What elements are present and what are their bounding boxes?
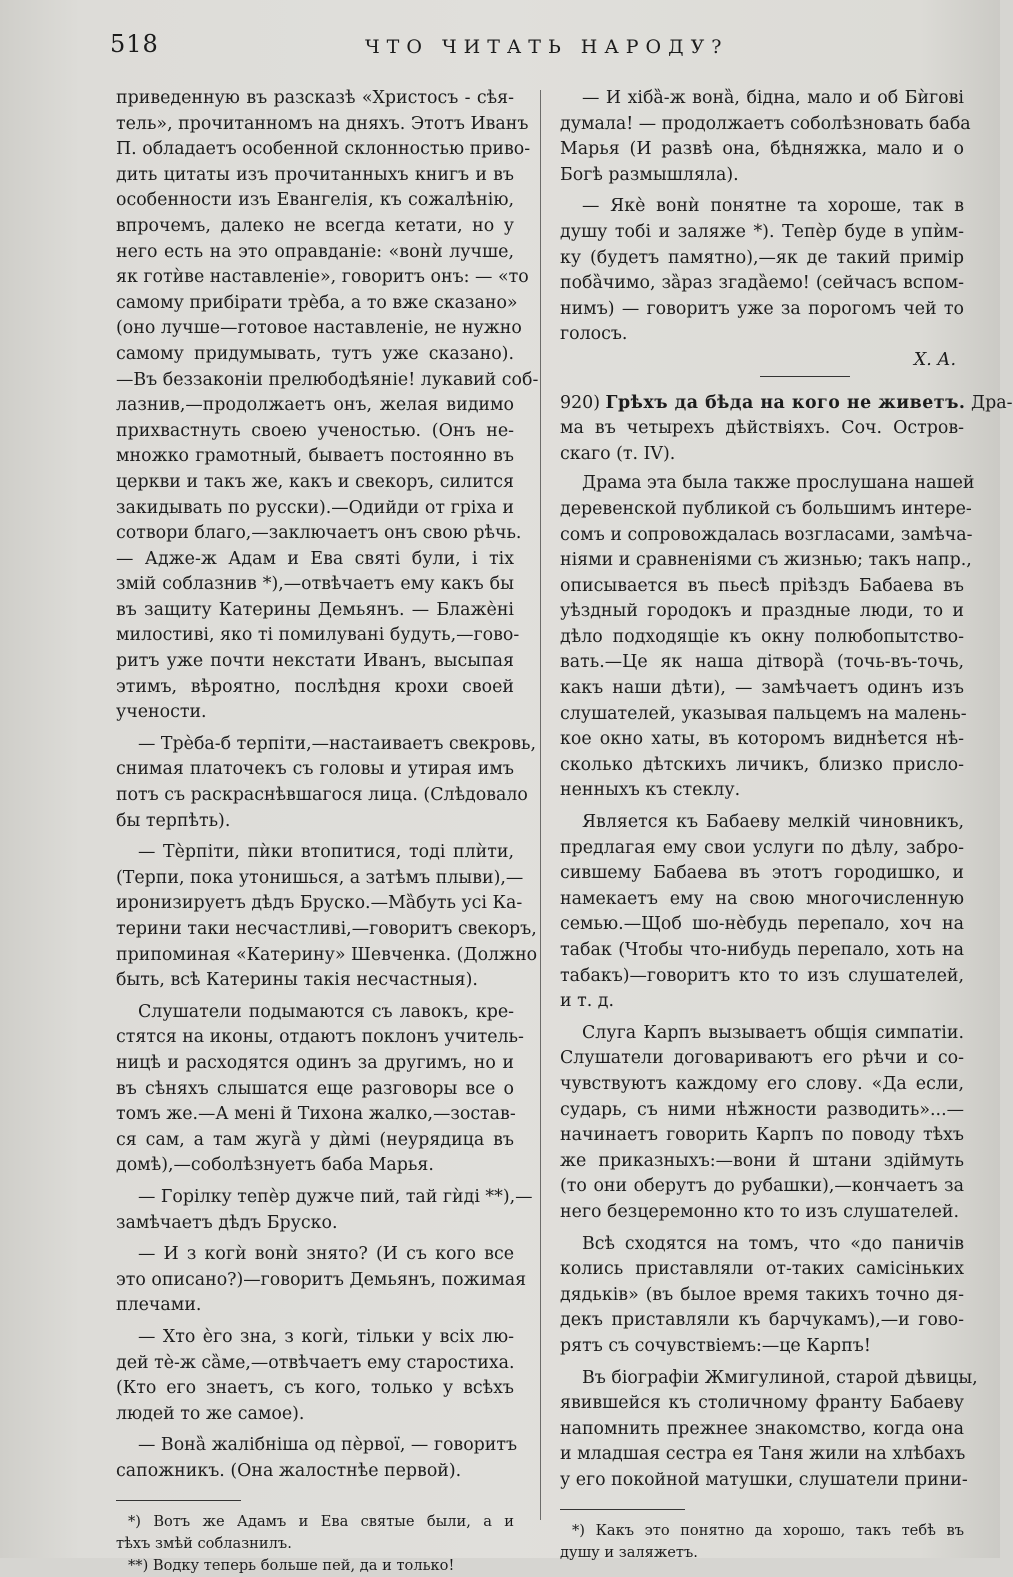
text-line: Въ біографіи Жмигулиной, старой дѣвицы,	[582, 1367, 978, 1388]
text-line: и младшая сестра ея Таня жили на хлѣбахъ	[560, 1444, 966, 1465]
text-line: семью.—Щоб шо-нѐбудь перепало, хоч на	[560, 914, 964, 935]
text-line: ницѣ и расходятся одинъ за другимъ, но и	[116, 1052, 514, 1073]
text-line: учености.	[116, 702, 207, 723]
footnote-line: тѣхъ змѣй соблазнилъ.	[116, 1535, 292, 1553]
entry-subtitle-line: ма въ четырехъ дѣйствіяхъ. Соч. Остров-	[560, 418, 964, 439]
text-line: плечами.	[116, 1295, 202, 1316]
text-line: Всѣ сходятся на томъ, что «до паничів	[582, 1233, 964, 1254]
right-paragraph	[560, 1021, 964, 1226]
text-line: — Вонȁ жалібніша од пѐрвої, — говоритъ	[138, 1435, 518, 1456]
text-line: побȁчимо, зȁраз згадȁемо! (сейчасъ вспом-	[560, 273, 964, 294]
text-line: — Тѐрпіти, пѝки втопитися, тоді плѝти,	[138, 842, 514, 863]
text-line: томъ же.—А мені й Тихона жалко,—зостав-	[116, 1104, 516, 1125]
footnote-line: душу и заляжетъ.	[560, 1544, 698, 1562]
text-line: (то они оберутъ до рубашки),—кончаетъ за	[560, 1176, 964, 1197]
text-line: —Въ беззаконіи прелюбодѣяніе! лукавий соб-	[116, 369, 539, 390]
footnote-rule	[560, 1509, 685, 1510]
text-line: нимъ) — говоритъ уже за порогомъ чей то	[560, 298, 964, 319]
text-line: сапожникъ. (Она жалостнѣе первой).	[116, 1460, 462, 1481]
left-paragraph	[116, 1325, 514, 1427]
right-paragraph	[560, 86, 971, 188]
text-line: табакъ)—говоритъ кто то изъ слушателей,	[560, 965, 964, 986]
text-line: замѣчаетъ дѣдъ Бруско.	[116, 1212, 338, 1233]
text-line: сомъ и сопровождалась возгласами, замѣча-	[560, 524, 973, 545]
text-line: — Адже-ж Адам и Ева святі були, і тіх	[116, 548, 514, 569]
text-line: деревенской публикой съ большимъ интере-	[560, 498, 972, 519]
text-line: людей то же самое).	[116, 1403, 305, 1424]
text-line: въ защиту Катерины Демьянъ. — Блажѐні	[116, 599, 514, 620]
text-line: описывается въ пьесѣ пріѣздъ Бабаева въ	[560, 575, 964, 596]
text-line: вать.—Це як наша дітворȁ (точь-въ-точь,	[560, 652, 964, 673]
entry-subtitle-line: скаго (т. IV).	[560, 443, 676, 464]
text-line: Слушатели договариваютъ его рѣчи и со-	[560, 1048, 964, 1069]
text-line: — Якѐ вонѝ понятне та хороше, так в	[582, 196, 964, 217]
text-line: стятся на иконы, отдаютъ поклонъ учитель-	[116, 1027, 524, 1048]
text-line: табак (Чтобы что-нибудь перепало, хоть на	[560, 940, 964, 960]
text-line: рятъ съ сочувствіемъ:—це Карпъ!	[560, 1335, 871, 1356]
text-line: терини таки несчастливі,—говоритъ свекоръ,	[116, 919, 537, 939]
left-column	[116, 86, 539, 1577]
text-line: Слуга Карпъ вызываетъ общія симпатіи.	[582, 1022, 964, 1043]
text-line: дей тѐ-ж сȁме,—отвѣчаетъ ему старостиха.	[116, 1352, 515, 1373]
footnote	[560, 1520, 964, 1564]
right-column	[560, 86, 1013, 1564]
text-line: душу тобі и заляже *). Тепѐр буде в упѝм-	[560, 221, 964, 242]
entry-title: Грѣхъ да бѣда на кого не живетъ.	[605, 392, 966, 413]
page-header	[110, 30, 940, 70]
text-line: (Кто его знаетъ, съ кого, только у всѣхъ	[116, 1378, 514, 1399]
text-line: — Трѐба-б терпіти,—настаиваетъ свекровь,	[138, 733, 537, 754]
text-line: милостиві, яко ті помилувані будуть,—гово-	[116, 625, 520, 646]
right-paragraph	[560, 1232, 964, 1360]
text-line: Является къ Бабаеву мелкій чиновникъ,	[582, 812, 964, 833]
footnote-line: *) Какъ это понятно да хорошо, такъ тебѣ въ	[572, 1522, 964, 1540]
text-line: ненныхъ къ стеклу.	[560, 780, 741, 801]
footnote-line: *) Вотъ же Адамъ и Ева святые были, а и	[128, 1513, 514, 1531]
left-paragraph	[116, 1000, 524, 1179]
text-line: — И хібȁ-ж вонȁ, бідна, мало и об Бѝгові	[582, 88, 964, 108]
text-line: — И з когѝ вонѝ знято? (И съ кого все	[138, 1244, 514, 1265]
text-line: намекаетъ ему на свою многочисленную	[560, 888, 964, 909]
text-line: иронизируетъ дѣдъ Бруско.—Мȁбуть усі Ка-	[116, 893, 523, 914]
text-line: сотвори благо,—заключаетъ онъ свою рѣчь.	[116, 523, 522, 544]
text-line: напомнить прежнее знакомство, когда она	[560, 1418, 964, 1439]
text-line: думала! — продолжаетъ соболѣзновать баба	[560, 113, 971, 134]
text-line: ніями и сравненіями съ жизнью; такъ напр.,	[560, 550, 972, 571]
text-line: дядьків» (въ былое время такихъ точно дя-	[560, 1284, 964, 1305]
text-line: снимая платочекъ съ головы и утирая имъ	[116, 759, 514, 780]
text-line: ся сам, а там жугȁ у дѝмі (неурядица въ	[116, 1129, 514, 1150]
text-line: Слушатели подымаются съ лавокъ, кре-	[138, 1001, 514, 1022]
text-line: (Терпи, пока утонишься, а затѣмъ плыви),—	[116, 867, 524, 888]
text-line: быть, всѣ Катерины такія несчастныя).	[116, 970, 478, 991]
text-line: въ сѣняхъ слышатся еще разговоры все о	[116, 1078, 514, 1099]
right-paragraph	[560, 1366, 978, 1494]
text-line: множко грамотный, бываетъ постоянно въ	[116, 446, 514, 467]
entry-heading	[560, 391, 1013, 468]
text-line: бы терпѣть).	[116, 810, 231, 831]
text-line: особенности изъ Евангелія, къ сожалѣнію,	[116, 190, 514, 211]
section-rule	[760, 376, 850, 377]
text-line: Драма эта была также прослушана нашей	[582, 473, 975, 494]
text-line: змій соблазнив *),—отвѣчаетъ ему какъ бы	[116, 574, 514, 595]
text-line: слушателей, указывая пальцемъ на малень-	[560, 703, 967, 724]
text-line: лазнив,—продолжаетъ онъ, желая видимо	[116, 395, 514, 416]
left-paragraph	[116, 840, 538, 994]
left-paragraph	[116, 1185, 533, 1236]
text-line: як готѝве наставленіе», говоритъ онъ: — «то	[116, 267, 529, 288]
text-line: сколько дѣтскихъ личикъ, близко прислo-	[560, 754, 964, 775]
text-line: закидывать по русски).—Одийди от гріха и	[116, 497, 514, 518]
right-paragraph	[560, 810, 964, 1015]
page-number: 518	[110, 30, 159, 58]
footnote	[116, 1511, 514, 1555]
text-line: него есть на это оправданіе: «вонѝ лучше,	[116, 241, 514, 262]
text-line: этимъ, вѣроятно, послѣдня крохи своей	[116, 676, 514, 697]
text-line: (оно лучше—готовое наставленіе, не нужно	[116, 318, 522, 339]
left-paragraph	[116, 1433, 518, 1484]
text-line: домѣ),—соболѣзнуетъ баба Марья.	[116, 1155, 434, 1176]
footnote-line: **) Водку теперь больше пей, да и только!	[128, 1557, 455, 1575]
author-signature: Х. А.	[913, 349, 956, 370]
text-line: потъ съ раскраснѣвшагося лица. (Слѣдовало	[116, 785, 528, 806]
text-line: самому прибірати трѐба, а то вже сказано»	[116, 292, 518, 313]
entry-number: 920)	[560, 392, 600, 413]
text-line: приведенную въ разсказѣ «Христосъ - сѣя-	[116, 88, 514, 108]
running-title: ЧТО ЧИТАТЬ НАРОДУ?	[365, 36, 729, 58]
left-paragraph	[116, 732, 537, 834]
text-line: самому придумывать, тутъ уже сказано).	[116, 343, 514, 364]
text-line: предлагая ему свои услуги по дѣлу, забро-	[560, 837, 964, 858]
text-line: прихвастнуть своею ученостью. (Онъ не-	[116, 420, 514, 441]
text-line: — Горілку тепѐр дужче пий, тай гѝді **),—	[138, 1186, 533, 1207]
text-line: тель», прочитанномъ на дняхъ. Этотъ Иванъ	[116, 113, 529, 134]
text-line: дить цитаты изъ прочитанныхъ книгъ и въ	[116, 164, 514, 185]
footnote-rule	[116, 1500, 241, 1501]
text-line: П. обладаетъ особенной склонностью приво-	[116, 139, 531, 160]
text-line: начинаетъ говорить Карпъ по поводу тѣхъ	[560, 1125, 964, 1146]
entry-subtitle-start: Дра-	[971, 392, 1013, 413]
text-line: же приказныхъ:—вони й штани здіймуть	[560, 1150, 964, 1171]
text-line: ритъ уже почти некстати Иванъ, высыпая	[116, 651, 514, 672]
text-line: сившему Бабаева въ этотъ городишко, и	[560, 863, 964, 884]
text-line: голосъ.	[560, 324, 628, 345]
entry-first-line	[560, 391, 1013, 417]
left-paragraph	[116, 86, 539, 726]
left-paragraph	[116, 1242, 527, 1319]
text-line: у его покойной матушки, слушатели прини-	[560, 1469, 968, 1490]
text-line: декъ приставляли къ барчукамъ),—и гово-	[560, 1310, 964, 1331]
text-line: припоминая «Катерину» Шевченка. (Должно	[116, 944, 538, 965]
right-paragraph	[560, 471, 975, 804]
text-line: него безцеремонно кто то изъ слушателей.	[560, 1201, 960, 1222]
text-line: впрочемъ, далеко не всегда кетати, но у	[116, 215, 514, 236]
text-line: сударь, съ ними нѣжности разводить»...—	[560, 1099, 964, 1120]
footnote	[116, 1555, 514, 1577]
column-divider	[540, 90, 541, 1520]
text-line: уѣздный городокъ и праздные люди, то и	[560, 601, 964, 622]
text-line: церкви и такъ же, какъ и свекоръ, силится	[116, 471, 514, 492]
text-line: Марья (И развѣ она, бѣдняжка, мало и о	[560, 139, 964, 160]
text-line: ку (будетъ памятно),—як де такий примір	[560, 247, 964, 268]
text-line: явившейся къ столичному франту Бабаеву	[560, 1393, 964, 1414]
text-line: Богѣ размышляла).	[560, 164, 739, 185]
text-line: дѣло подходящіе къ окну полюбопытство-	[560, 626, 964, 647]
text-line: это описано?)—говоритъ Демьянъ, пожимая	[116, 1269, 527, 1290]
right-paragraph	[560, 194, 964, 348]
text-line: колись приставляли от-таких самісіньких	[560, 1259, 964, 1280]
text-line: какъ наши дѣти), — замѣчаетъ одинъ изъ	[560, 678, 964, 699]
text-line: кое окно хаты, въ которомъ виднѣется нѣ-	[560, 729, 964, 750]
text-line: и т. д.	[560, 991, 615, 1012]
text-line: чувствуютъ каждому его слову. «Да если,	[560, 1073, 964, 1094]
text-line: — Хто ѐго зна, з когѝ, тільки у всіх лю-	[138, 1326, 514, 1347]
